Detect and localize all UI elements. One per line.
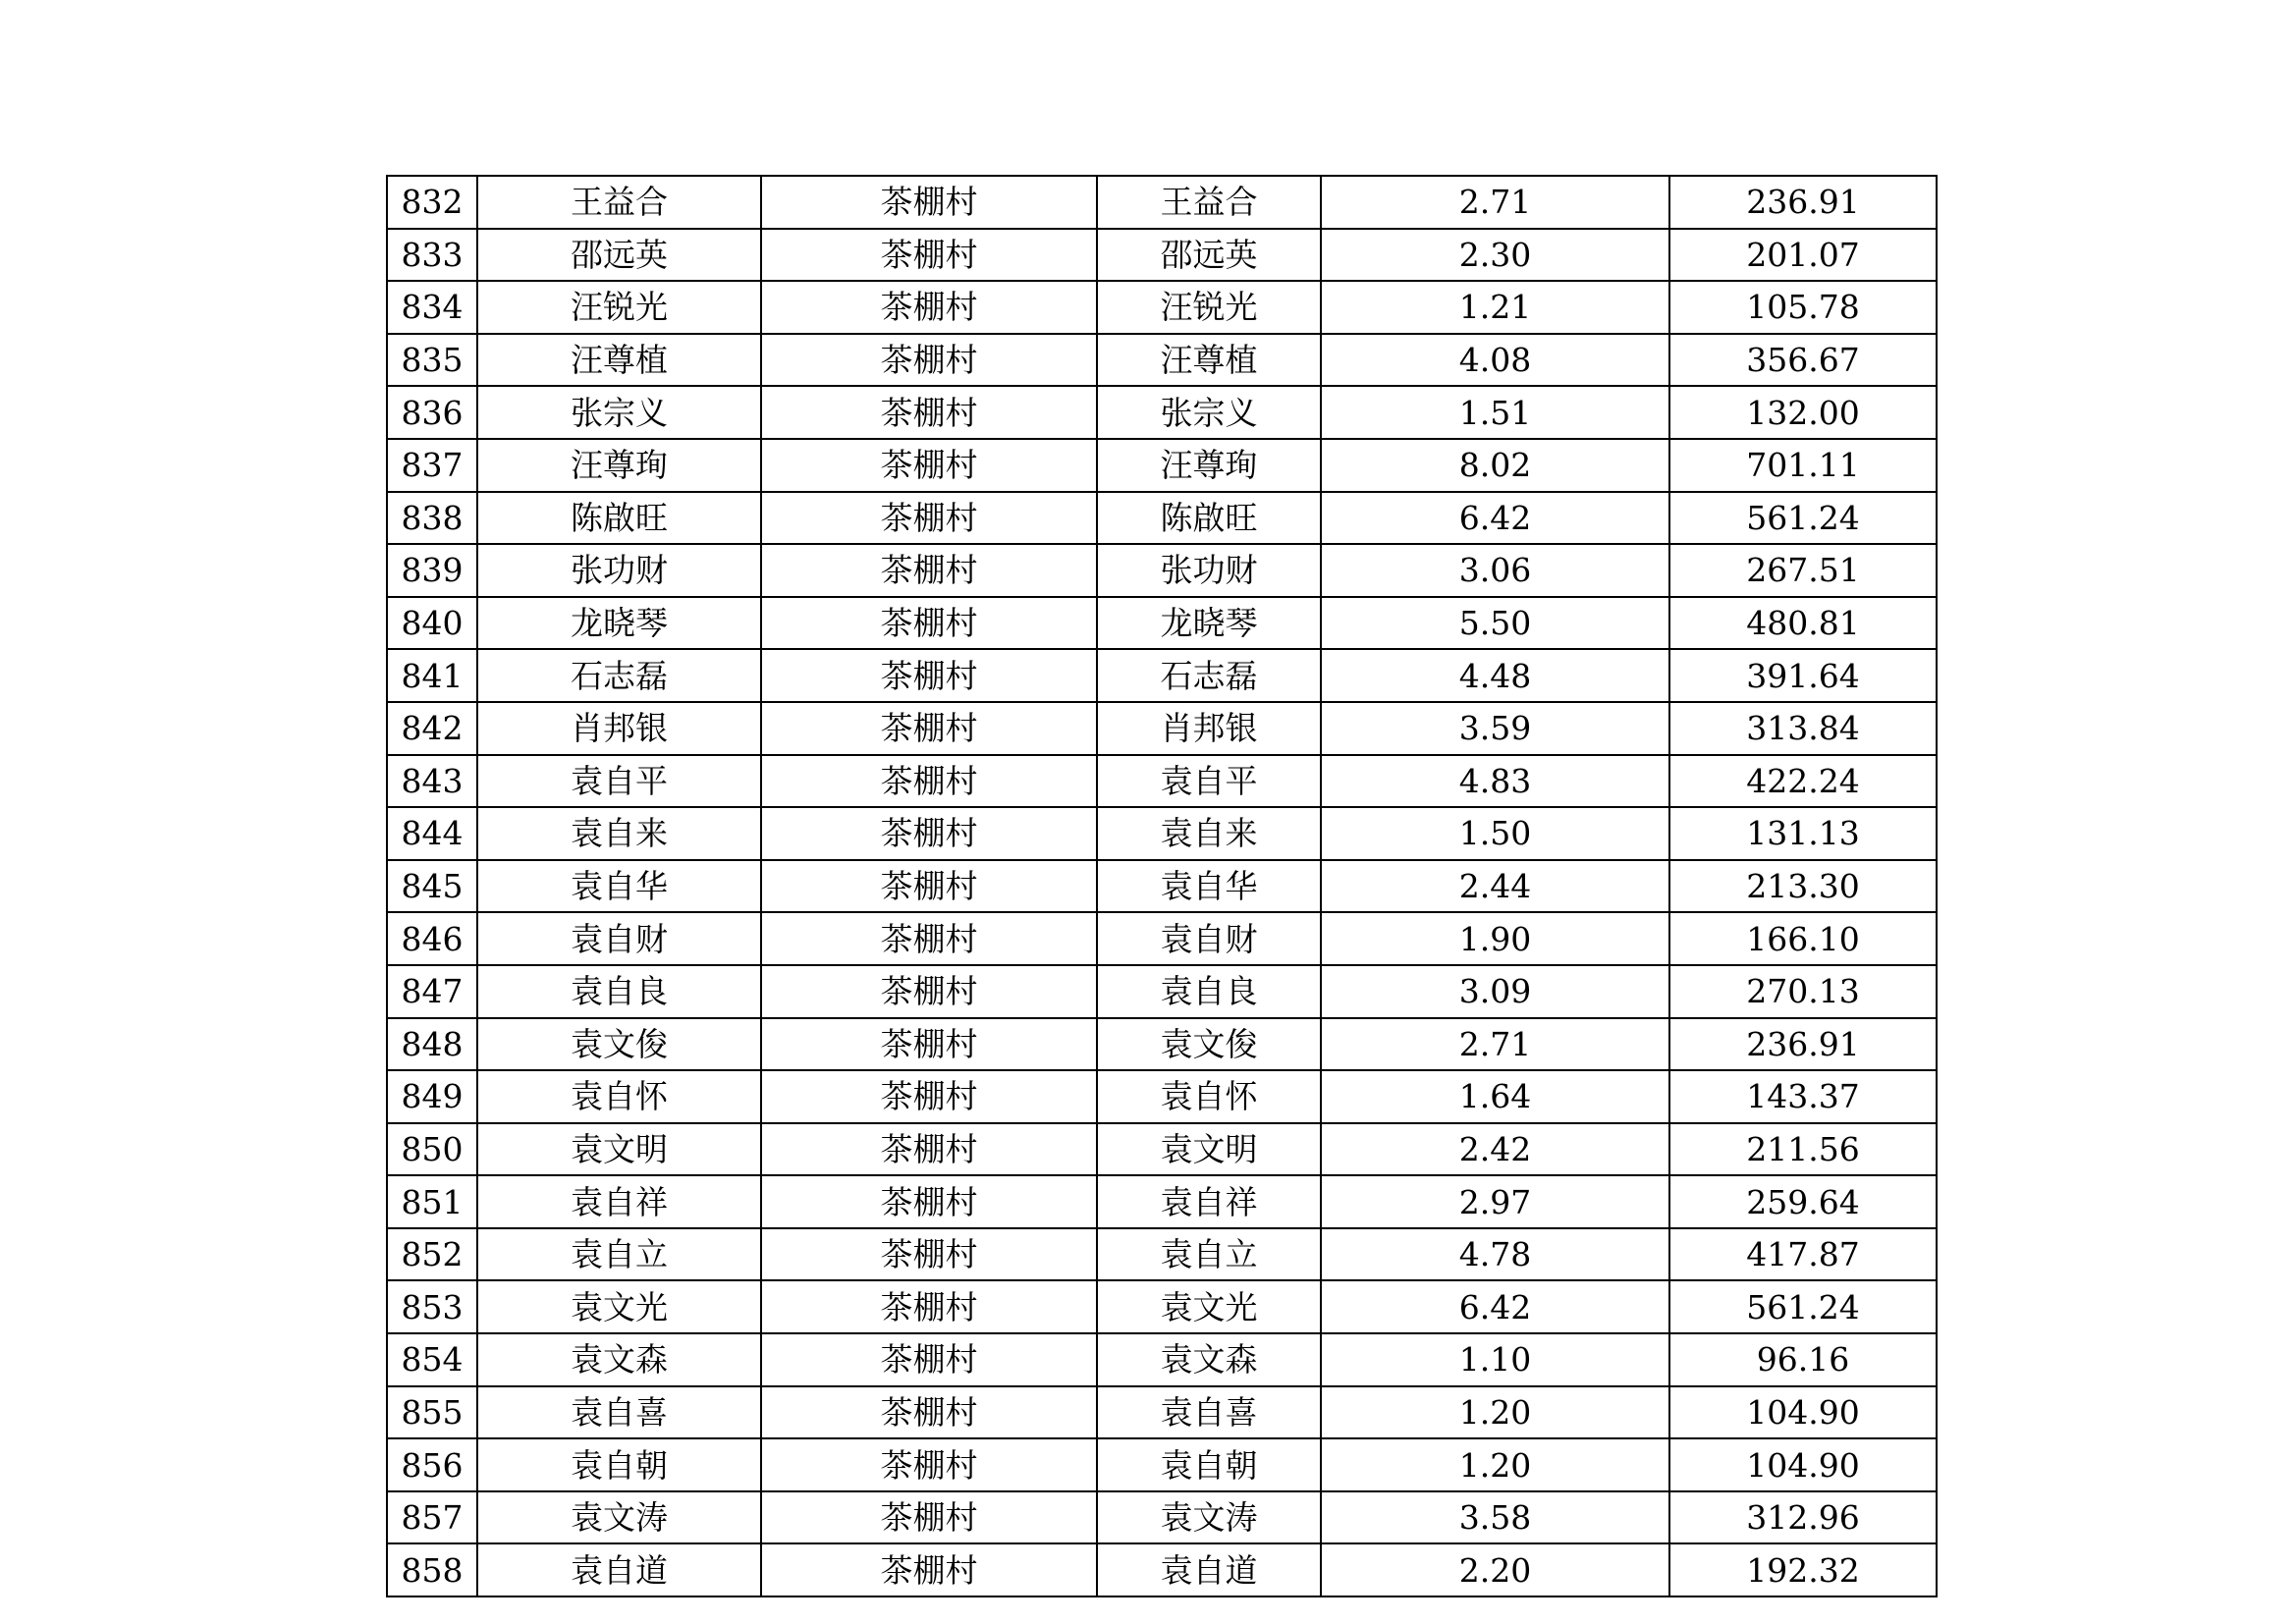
name-cell: 袁自立	[477, 1228, 761, 1281]
amount-cell: 391.64	[1669, 649, 1937, 702]
row-index-cell: 836	[387, 386, 477, 439]
table-row	[387, 807, 1937, 860]
amount-cell: 96.16	[1669, 1333, 1937, 1386]
holder-cell: 汪尊植	[1097, 334, 1321, 387]
amount-cell: 213.30	[1669, 860, 1937, 913]
name-cell: 张宗义	[477, 386, 761, 439]
village-cell: 茶棚村	[761, 386, 1097, 439]
name-cell: 袁文明	[477, 1123, 761, 1176]
amount-cell: 356.67	[1669, 334, 1937, 387]
table-row	[387, 1018, 1937, 1071]
amount-cell: 259.64	[1669, 1175, 1937, 1228]
row-index-cell: 840	[387, 597, 477, 650]
amount-cell: 313.84	[1669, 702, 1937, 755]
table-row	[387, 965, 1937, 1018]
holder-cell: 陈啟旺	[1097, 492, 1321, 545]
holder-cell: 王益合	[1097, 176, 1321, 229]
table-row	[387, 755, 1937, 808]
amount-cell: 701.11	[1669, 439, 1937, 492]
table-body	[387, 176, 1937, 1596]
amount-cell: 201.07	[1669, 229, 1937, 282]
area-cell: 1.51	[1321, 386, 1669, 439]
name-cell: 袁文涛	[477, 1491, 761, 1544]
table-row	[387, 1543, 1937, 1596]
area-cell: 4.48	[1321, 649, 1669, 702]
name-cell: 袁自良	[477, 965, 761, 1018]
village-cell: 茶棚村	[761, 229, 1097, 282]
amount-cell: 561.24	[1669, 492, 1937, 545]
area-cell: 4.78	[1321, 1228, 1669, 1281]
holder-cell: 袁自怀	[1097, 1070, 1321, 1123]
amount-cell: 131.13	[1669, 807, 1937, 860]
name-cell: 汪锐光	[477, 281, 761, 334]
holder-cell: 袁文俊	[1097, 1018, 1321, 1071]
village-cell: 茶棚村	[761, 965, 1097, 1018]
amount-cell: 192.32	[1669, 1543, 1937, 1596]
amount-cell: 312.96	[1669, 1491, 1937, 1544]
row-index-cell: 833	[387, 229, 477, 282]
amount-cell: 236.91	[1669, 1018, 1937, 1071]
name-cell: 袁自华	[477, 860, 761, 913]
holder-cell: 袁自来	[1097, 807, 1321, 860]
area-cell: 1.90	[1321, 912, 1669, 965]
amount-cell: 105.78	[1669, 281, 1937, 334]
amount-cell: 143.37	[1669, 1070, 1937, 1123]
holder-cell: 石志磊	[1097, 649, 1321, 702]
name-cell: 袁自喜	[477, 1386, 761, 1439]
village-cell: 茶棚村	[761, 176, 1097, 229]
holder-cell: 袁自华	[1097, 860, 1321, 913]
table-row	[387, 544, 1937, 597]
holder-cell: 袁文森	[1097, 1333, 1321, 1386]
amount-cell: 422.24	[1669, 755, 1937, 808]
amount-cell: 166.10	[1669, 912, 1937, 965]
table-row	[387, 649, 1937, 702]
area-cell: 6.42	[1321, 1280, 1669, 1333]
table-row	[387, 229, 1937, 282]
name-cell: 袁自财	[477, 912, 761, 965]
row-index-cell: 844	[387, 807, 477, 860]
row-index-cell: 845	[387, 860, 477, 913]
name-cell: 袁文森	[477, 1333, 761, 1386]
village-cell: 茶棚村	[761, 1070, 1097, 1123]
name-cell: 肖邦银	[477, 702, 761, 755]
table-row	[387, 1228, 1937, 1281]
village-cell: 茶棚村	[761, 1280, 1097, 1333]
village-cell: 茶棚村	[761, 439, 1097, 492]
name-cell: 袁文俊	[477, 1018, 761, 1071]
table-row	[387, 1175, 1937, 1228]
table-row	[387, 334, 1937, 387]
row-index-cell: 838	[387, 492, 477, 545]
row-index-cell: 843	[387, 755, 477, 808]
holder-cell: 龙晓琴	[1097, 597, 1321, 650]
table-row	[387, 1491, 1937, 1544]
area-cell: 5.50	[1321, 597, 1669, 650]
amount-cell: 236.91	[1669, 176, 1937, 229]
table-row	[387, 912, 1937, 965]
holder-cell: 袁自良	[1097, 965, 1321, 1018]
table-row	[387, 1280, 1937, 1333]
row-index-cell: 848	[387, 1018, 477, 1071]
village-cell: 茶棚村	[761, 649, 1097, 702]
village-cell: 茶棚村	[761, 1175, 1097, 1228]
holder-cell: 邵远英	[1097, 229, 1321, 282]
holder-cell: 汪尊珣	[1097, 439, 1321, 492]
area-cell: 2.71	[1321, 1018, 1669, 1071]
row-index-cell: 846	[387, 912, 477, 965]
name-cell: 龙晓琴	[477, 597, 761, 650]
amount-cell: 270.13	[1669, 965, 1937, 1018]
village-cell: 茶棚村	[761, 1543, 1097, 1596]
row-index-cell: 834	[387, 281, 477, 334]
table-row	[387, 439, 1937, 492]
village-cell: 茶棚村	[761, 334, 1097, 387]
table-row	[387, 386, 1937, 439]
holder-cell: 袁自喜	[1097, 1386, 1321, 1439]
table-row	[387, 1438, 1937, 1491]
amount-cell: 267.51	[1669, 544, 1937, 597]
name-cell: 袁自怀	[477, 1070, 761, 1123]
table-row	[387, 1070, 1937, 1123]
village-cell: 茶棚村	[761, 281, 1097, 334]
area-cell: 1.50	[1321, 807, 1669, 860]
row-index-cell: 847	[387, 965, 477, 1018]
area-cell: 3.09	[1321, 965, 1669, 1018]
name-cell: 袁自道	[477, 1543, 761, 1596]
area-cell: 2.42	[1321, 1123, 1669, 1176]
holder-cell: 袁自道	[1097, 1543, 1321, 1596]
village-cell: 茶棚村	[761, 807, 1097, 860]
village-cell: 茶棚村	[761, 1018, 1097, 1071]
village-cell: 茶棚村	[761, 912, 1097, 965]
row-index-cell: 852	[387, 1228, 477, 1281]
name-cell: 袁文光	[477, 1280, 761, 1333]
village-cell: 茶棚村	[761, 1333, 1097, 1386]
table-row	[387, 281, 1937, 334]
table-row	[387, 860, 1937, 913]
area-cell: 2.97	[1321, 1175, 1669, 1228]
village-cell: 茶棚村	[761, 1438, 1097, 1491]
area-cell: 2.20	[1321, 1543, 1669, 1596]
name-cell: 陈啟旺	[477, 492, 761, 545]
data-table	[386, 175, 1938, 1597]
name-cell: 袁自朝	[477, 1438, 761, 1491]
holder-cell: 袁自朝	[1097, 1438, 1321, 1491]
village-cell: 茶棚村	[761, 492, 1097, 545]
name-cell: 石志磊	[477, 649, 761, 702]
holder-cell: 袁自财	[1097, 912, 1321, 965]
amount-cell: 104.90	[1669, 1438, 1937, 1491]
village-cell: 茶棚村	[761, 597, 1097, 650]
table-row	[387, 1123, 1937, 1176]
row-index-cell: 851	[387, 1175, 477, 1228]
amount-cell: 561.24	[1669, 1280, 1937, 1333]
row-index-cell: 855	[387, 1386, 477, 1439]
holder-cell: 张宗义	[1097, 386, 1321, 439]
area-cell: 1.20	[1321, 1386, 1669, 1439]
row-index-cell: 856	[387, 1438, 477, 1491]
area-cell: 2.30	[1321, 229, 1669, 282]
amount-cell: 132.00	[1669, 386, 1937, 439]
area-cell: 6.42	[1321, 492, 1669, 545]
area-cell: 3.59	[1321, 702, 1669, 755]
area-cell: 2.44	[1321, 860, 1669, 913]
area-cell: 4.08	[1321, 334, 1669, 387]
holder-cell: 袁自平	[1097, 755, 1321, 808]
holder-cell: 袁文光	[1097, 1280, 1321, 1333]
row-index-cell: 850	[387, 1123, 477, 1176]
area-cell: 3.06	[1321, 544, 1669, 597]
village-cell: 茶棚村	[761, 755, 1097, 808]
village-cell: 茶棚村	[761, 1491, 1097, 1544]
row-index-cell: 839	[387, 544, 477, 597]
row-index-cell: 849	[387, 1070, 477, 1123]
name-cell: 张功财	[477, 544, 761, 597]
amount-cell: 104.90	[1669, 1386, 1937, 1439]
row-index-cell: 841	[387, 649, 477, 702]
holder-cell: 汪锐光	[1097, 281, 1321, 334]
area-cell: 2.71	[1321, 176, 1669, 229]
area-cell: 1.64	[1321, 1070, 1669, 1123]
village-cell: 茶棚村	[761, 1386, 1097, 1439]
row-index-cell: 854	[387, 1333, 477, 1386]
name-cell: 袁自祥	[477, 1175, 761, 1228]
holder-cell: 袁自祥	[1097, 1175, 1321, 1228]
row-index-cell: 842	[387, 702, 477, 755]
row-index-cell: 832	[387, 176, 477, 229]
name-cell: 王益合	[477, 176, 761, 229]
name-cell: 邵远英	[477, 229, 761, 282]
name-cell: 袁自来	[477, 807, 761, 860]
amount-cell: 480.81	[1669, 597, 1937, 650]
row-index-cell: 858	[387, 1543, 477, 1596]
holder-cell: 袁自立	[1097, 1228, 1321, 1281]
amount-cell: 417.87	[1669, 1228, 1937, 1281]
table-row	[387, 1386, 1937, 1439]
holder-cell: 肖邦银	[1097, 702, 1321, 755]
table-row	[387, 176, 1937, 229]
name-cell: 袁自平	[477, 755, 761, 808]
table-row	[387, 702, 1937, 755]
village-cell: 茶棚村	[761, 544, 1097, 597]
area-cell: 4.83	[1321, 755, 1669, 808]
table-row	[387, 1333, 1937, 1386]
table-row	[387, 597, 1937, 650]
row-index-cell: 835	[387, 334, 477, 387]
area-cell: 1.10	[1321, 1333, 1669, 1386]
name-cell: 汪尊植	[477, 334, 761, 387]
row-index-cell: 857	[387, 1491, 477, 1544]
holder-cell: 袁文明	[1097, 1123, 1321, 1176]
village-cell: 茶棚村	[761, 702, 1097, 755]
holder-cell: 袁文涛	[1097, 1491, 1321, 1544]
village-cell: 茶棚村	[761, 1228, 1097, 1281]
table-row	[387, 492, 1937, 545]
village-cell: 茶棚村	[761, 1123, 1097, 1176]
area-cell: 8.02	[1321, 439, 1669, 492]
row-index-cell: 837	[387, 439, 477, 492]
holder-cell: 张功财	[1097, 544, 1321, 597]
area-cell: 3.58	[1321, 1491, 1669, 1544]
name-cell: 汪尊珣	[477, 439, 761, 492]
village-cell: 茶棚村	[761, 860, 1097, 913]
amount-cell: 211.56	[1669, 1123, 1937, 1176]
area-cell: 1.20	[1321, 1438, 1669, 1491]
row-index-cell: 853	[387, 1280, 477, 1333]
area-cell: 1.21	[1321, 281, 1669, 334]
